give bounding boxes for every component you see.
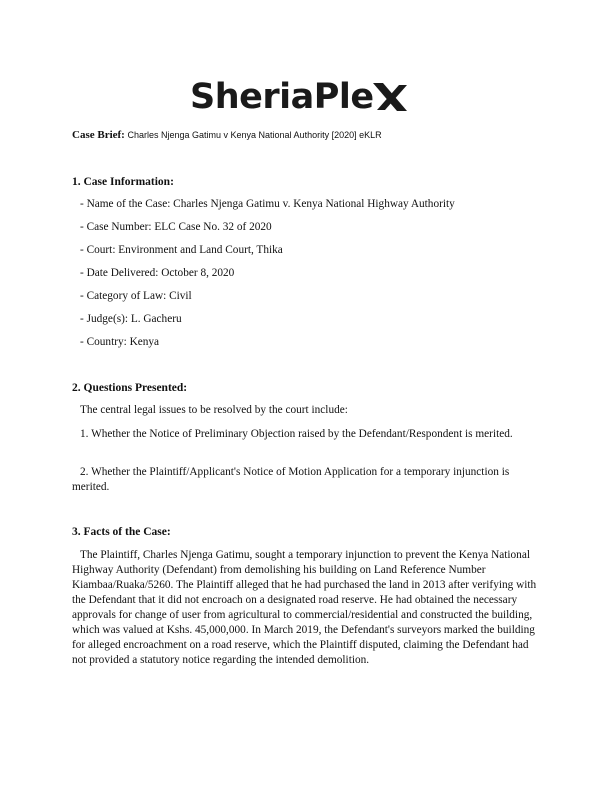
case-court: - Court: Environment and Land Court, Thika (80, 244, 283, 256)
questions-intro: The central legal issues to be resolved by the court include: (80, 404, 348, 416)
case-country: - Country: Kenya (80, 336, 160, 348)
logo-x-mark-icon (372, 82, 408, 117)
section-heading-questions-presented: 2. Questions Presented: (72, 382, 188, 394)
case-category: - Category of Law: Civil (80, 290, 192, 302)
facts-paragraph: The Plaintiff, Charles Njenga Gatimu, sought a temporary injunction to prevent the Kenya National Highway Authority (Defendant) from demolishing his building on Land Reference Number Kiambaa/Ruaka/5260. The Plaintiff alleged that he had purchased the land in 2013 after verifying with the Defendant that it did not encroach on a designated road reserve. He had obtained the necessary approvals for change of user from agricultural to commercial/residential and constructed the building, which was valued at Kshs. 45,000,000. In March 2019, the Defendant's surveyors marked the building for alleged encroachment on a road reserve, which the Plaintiff disputed, claiming the Defendant had not provided a statutory notice regarding the intended demolition. (72, 549, 537, 666)
sheriaplex-logo (190, 74, 408, 120)
logo-text: SheriaPle (190, 76, 374, 117)
case-brief-line (72, 129, 382, 141)
question-item-2: 2. Whether the Plaintiff/Applicant's Notice of Motion Application for a temporary injunction is merited. (72, 466, 510, 493)
question-item-1: 1. Whether the Notice of Preliminary Objection raised by the Defendant/Respondent is merited. (80, 428, 513, 440)
section-heading-facts: 3. Facts of the Case: (72, 526, 171, 538)
case-judges: - Judge(s): L. Gacheru (80, 313, 182, 325)
section-heading-case-information: 1. Case Information: (72, 176, 174, 188)
case-date-delivered: - Date Delivered: October 8, 2020 (80, 267, 235, 279)
case-brief-title: Charles Njenga Gatimu v Kenya National Authority [2020] eKLR (127, 130, 382, 140)
case-brief-label: Case Brief: (72, 129, 125, 141)
case-name: - Name of the Case: Charles Njenga Gatimu v. Kenya National Highway Authority (80, 198, 455, 210)
case-number: - Case Number: ELC Case No. 32 of 2020 (80, 221, 272, 233)
